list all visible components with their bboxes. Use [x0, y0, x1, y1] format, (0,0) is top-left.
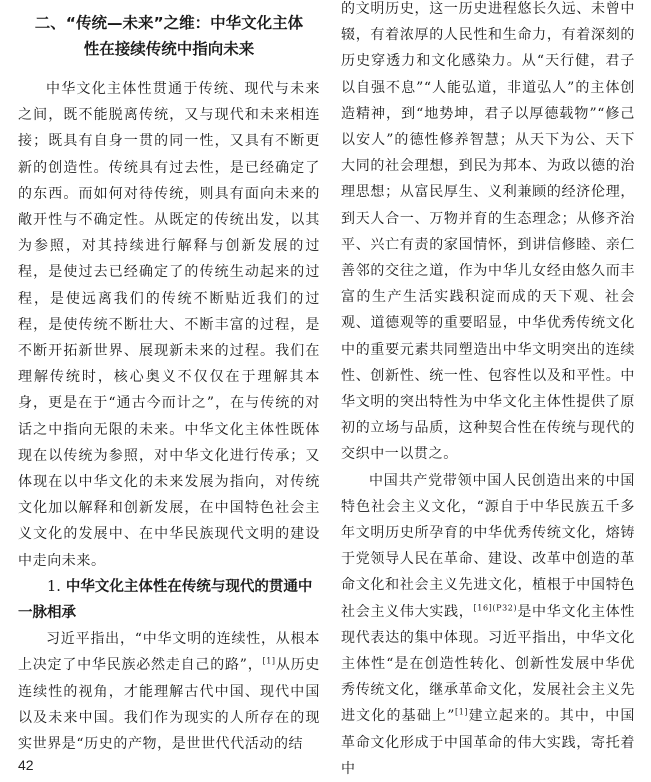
- citation-16: [16](P32): [473, 603, 518, 613]
- left-paragraph-2: [18, 626, 320, 757]
- right-paragraph-2-part-c: 建立起来的。其中，中国革命文化形成于中国革命的伟大实践，寄托着中: [341, 708, 635, 777]
- citation-1: [1]: [262, 656, 276, 666]
- subheading-text: 中华文化主体性在传统与现代的贯通中一脉相承: [18, 578, 313, 622]
- left-paragraph-2-part-a: 习近平指出，“中华文明的连续性，从根本上决定了中华民族必然走自己的路”，: [18, 631, 320, 674]
- subheading-number: 1.: [47, 578, 61, 595]
- section-heading: [18, 10, 320, 62]
- right-paragraph-continued: 的文明历史，这一历史进程悠长久远、未曾中辍，有着浓厚的人民性和生命力，有着深刻的历史穿透力和文化感染力。从“天行健，君子以自强不息”“人能弘道，非道弘人”的主体创造精神，到“地势坤，君子以厚德载物”“修己以安人”的德性修养智慧；从天下为公、天下大同的社会理想，到民为邦本、为政以德的治理思想；从富民厚生、义利兼顾的经济伦理，到天人合一、万物并育的生态理念；从修齐治平、兴亡有责的家国情怀，到讲信修睦、亲仁善邻的交往之道，作为中华儿女经由悠久而丰富的生产生活实践积淀而成的天下观、社会观、道德观等的重要昭显，中华优秀传统文化中的重要元素共同塑造出中华文明突出的连续性、创新性、统一性、包容性以及和平性。中华文明的突出特性为中华文化主体性提供了原初的立场与品质，这种契合性在传统与现代的交织中一以贯之。: [341, 1, 635, 463]
- subheading-1: [18, 574, 320, 626]
- citation-1-b: [1]: [454, 707, 469, 717]
- left-column: [18, 0, 320, 757]
- right-paragraph-2: [341, 468, 635, 782]
- section-heading-line2: 性在接续传统中指向未来: [83, 40, 255, 58]
- left-paragraph-2-part-b: 从历史连续性的视角，才能理解古代中国、现代中国以及未来中国。我们作为现实的人所存在的现实世界是“历史的产物，是世世代代活动的结: [18, 657, 320, 753]
- page-number: 42: [18, 757, 34, 773]
- left-paragraph-1: 中华文化主体性贯通于传统、现代与未来之间，既不能脱离传统，又与现代和未来相连接；既具有自身一贯的同一性，又具有不断更新的创造性。传统具有过去性，是已经确定了的东西。而如何对待传统，则具有面向未来的敞开性与不确定性。从既定的传统出发，以其为参照，对其持续进行解释与创新发展的过程，是使过去已经确定了的传统生动起来的过程，是使远离我们的传统不断贴近我们的过程，是使传统不断壮大、不断丰富的过程，是不断开拓新世界、展现新未来的过程。我们在理解传统时，核心奥义不仅仅在于理解其本身，更是在于“通古今而计之”，在与传统的对话之中指向无限的未来。中华文化主体性既体现在以传统为参照，对中华文化进行传承；又体现在以中华文化的未来发展为指向，对传统文化加以解释和创新发展，在中国特色社会主义文化的发展中、在中华民族现代文明的建设中走向未来。: [18, 81, 320, 569]
- right-paragraph-2-part-b: 是中华文化主体性现代表达的集中体现。习近平指出，中华文化主体性“是在创造性转化、创新性发展中华优秀传统文化，继承革命文化，发展社会主义先进文化的基础上”: [341, 603, 635, 725]
- section-heading-line1: 二、“传统—未来”之维：中华文化主体: [34, 14, 304, 32]
- right-paragraph-2-part-a: 中国共产党带领中国人民创造出来的中国特色社会主义文化，“源自于中华民族五千多年文明历史所孕育的中华优秀传统文化，熔铸于党领导人民在革命、建设、改革中创造的革命文化和社会主义先进文化，植根于中国特色社会主义伟大实践，: [341, 472, 635, 620]
- right-column: [341, 0, 635, 782]
